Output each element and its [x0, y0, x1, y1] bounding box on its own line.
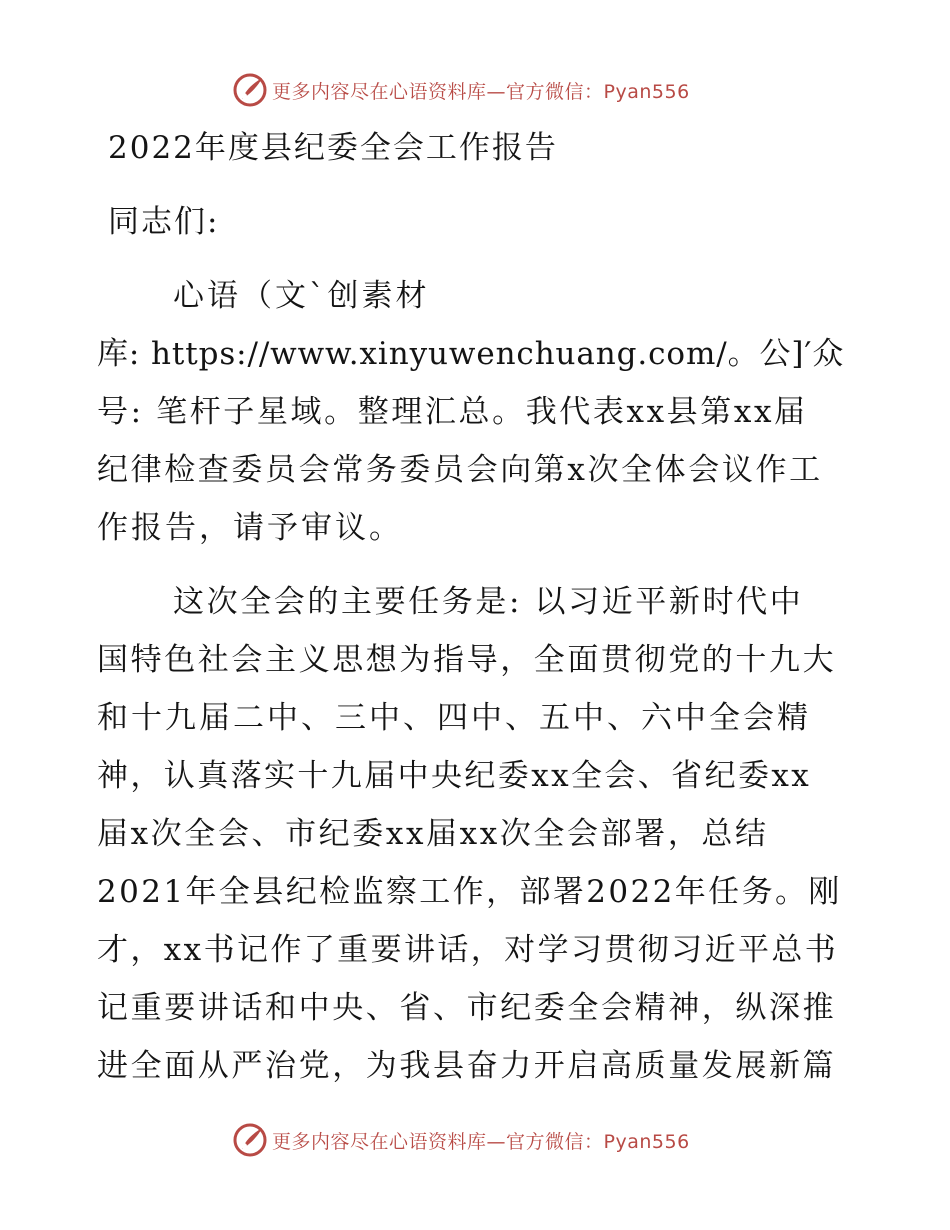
watermark-text: 更多内容尽在心语资料库—官方微信：Pyan556	[272, 1130, 690, 1153]
watermark-text: 更多内容尽在心语资料库—官方微信：Pyan556	[272, 80, 690, 103]
body-line: 作报告，请予审议。	[97, 510, 403, 546]
body-line: 国特色社会主义思想为指导，全面贯彻党的十九大	[97, 642, 837, 678]
body-line: 号: 笔杆子星域。整理汇总。我代表xx县第xx届	[97, 394, 808, 430]
quill-logo-icon	[232, 1122, 268, 1158]
body-line: 届x次全会、市纪委xx届xx次全会部署，总结	[97, 816, 769, 852]
header-watermark	[232, 70, 690, 110]
quill-logo-icon	[232, 72, 268, 108]
wechat-id: Pyan556	[603, 1130, 690, 1153]
body-line: 这次全会的主要任务是: 以习近平新时代中	[173, 584, 804, 620]
body-line: 神，认真落实十九届中央纪委xx全会、省纪委xx	[97, 758, 812, 794]
body-line: 才，xx书记作了重要讲话，对学习贯彻习近平总书	[97, 932, 839, 968]
body-line: 2021年全县纪检监察工作，部署2022年任务。刚	[97, 874, 842, 910]
body-line: 和十九届二中、三中、四中、五中、六中全会精	[97, 700, 811, 736]
body-line: 纪律检查委员会常务委员会向第x次全体会议作工	[97, 452, 823, 488]
wechat-id: Pyan556	[603, 80, 690, 103]
body-line: 心语（文ˋ创素材	[173, 278, 430, 314]
body-line: 进全面从严治党，为我县奋力开启高质量发展新篇	[97, 1048, 837, 1084]
footer-watermark	[232, 1120, 690, 1160]
body-line: 记重要讲话和中央、省、市纪委全会精神，纵深推	[97, 990, 837, 1026]
salutation: 同志们:	[108, 204, 220, 240]
body-line: 库: https://www.xinyuwenchuang.com/。公]′众	[97, 336, 845, 372]
document-title: 2022年度县纪委全会工作报告	[108, 130, 558, 166]
